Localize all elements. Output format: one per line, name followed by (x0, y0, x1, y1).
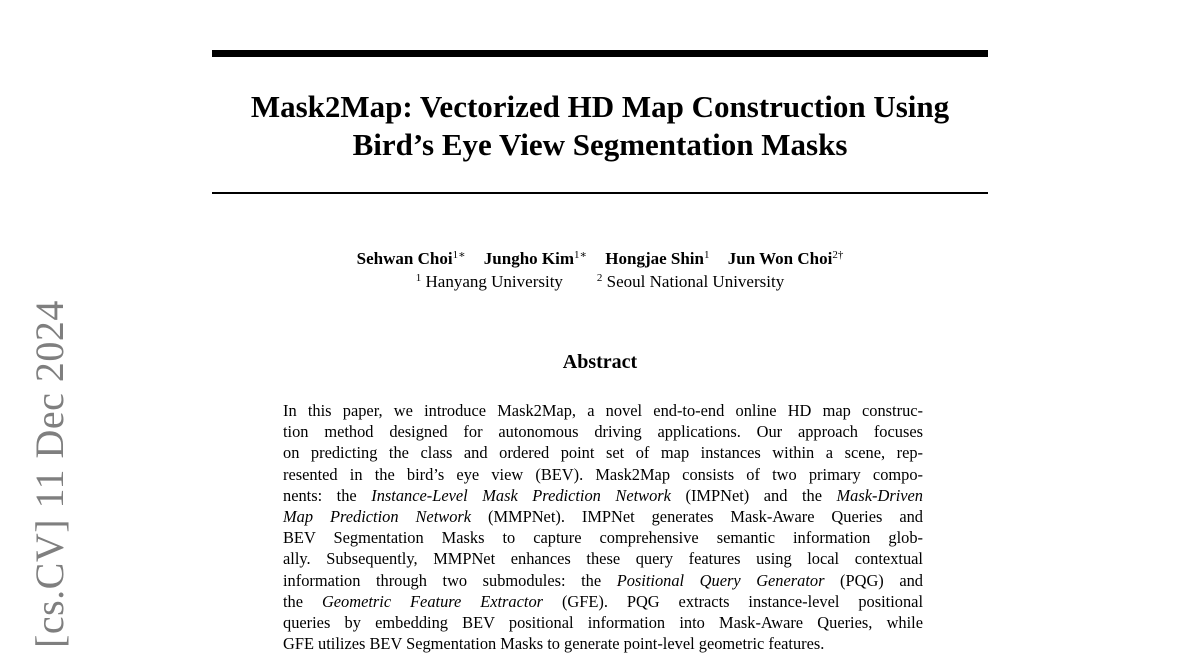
abstract-line: In this paper, we introduce Mask2Map, a novel end-to-end online HD map construc- (283, 401, 923, 420)
author-mark: 1∗ (452, 249, 466, 261)
abstract-line: GFE utilizes BEV Segmentation Masks to generate point-level geometric features. (283, 634, 825, 654)
abstract-line: resented in the bird’s eye view (BEV). Mask2Map consists of two primary compo- (283, 464, 923, 484)
author-name: Sehwan Choi (356, 249, 453, 268)
affiliation-mark: 2 (596, 272, 603, 284)
paper-title (212, 88, 988, 164)
paper-title-line-1: Mask2Map: Vectorized HD Map Construction Using (250, 89, 950, 124)
abstract-line: tion method designed for autonomous driving applications. Our approach focuses (283, 422, 923, 442)
abstract-line: on predicting the class and ordered point set of map instances within a scene, rep- (283, 443, 923, 463)
title-top-rule (212, 50, 988, 57)
author-mark: 1 (704, 249, 710, 261)
abstract-line: ally. Subsequently, MMPNet enhances these query features using local contextual (283, 549, 923, 569)
paper-title-line-2: Bird’s Eye View Segmentation Masks (352, 127, 848, 162)
author-mark: 2† (832, 249, 844, 261)
abstract-line: information through two submodules: the Positional Query Generator (PQG) and (283, 570, 923, 590)
author-name: Jungho Kim (483, 249, 575, 268)
abstract-line: Map Prediction Network (MMPNet). IMPNet generates Mask-Aware Queries and (283, 507, 923, 527)
author-name: Hongjae Shin (605, 249, 704, 268)
title-bottom-rule (212, 192, 988, 194)
abstract-line: the Geometric Feature Extractor (GFE). PQG extracts instance-level positional (283, 591, 923, 611)
author-list (212, 248, 988, 270)
abstract-line: nents: the Instance-Level Mask Prediction Network (IMPNet) and the Mask-Driven (283, 485, 924, 505)
affiliation-name: Seoul National University (606, 272, 785, 291)
affiliation-name: Hanyang University (425, 272, 563, 291)
author-name: Jun Won Choi (727, 249, 833, 268)
abstract-line: BEV Segmentation Masks to capture comprehensive semantic information glob- (283, 528, 923, 548)
abstract-line: queries by embedding BEV positional information into Mask-Aware Queries, while (283, 613, 923, 633)
abstract-heading: Abstract (562, 351, 638, 373)
affiliation-mark: 1 (415, 272, 422, 284)
arxiv-watermark: [cs.CV] 11 Dec 2024 (27, 300, 72, 648)
abstract-body (283, 400, 923, 654)
author-mark: 1∗ (574, 249, 588, 261)
affiliation-list (212, 271, 988, 293)
